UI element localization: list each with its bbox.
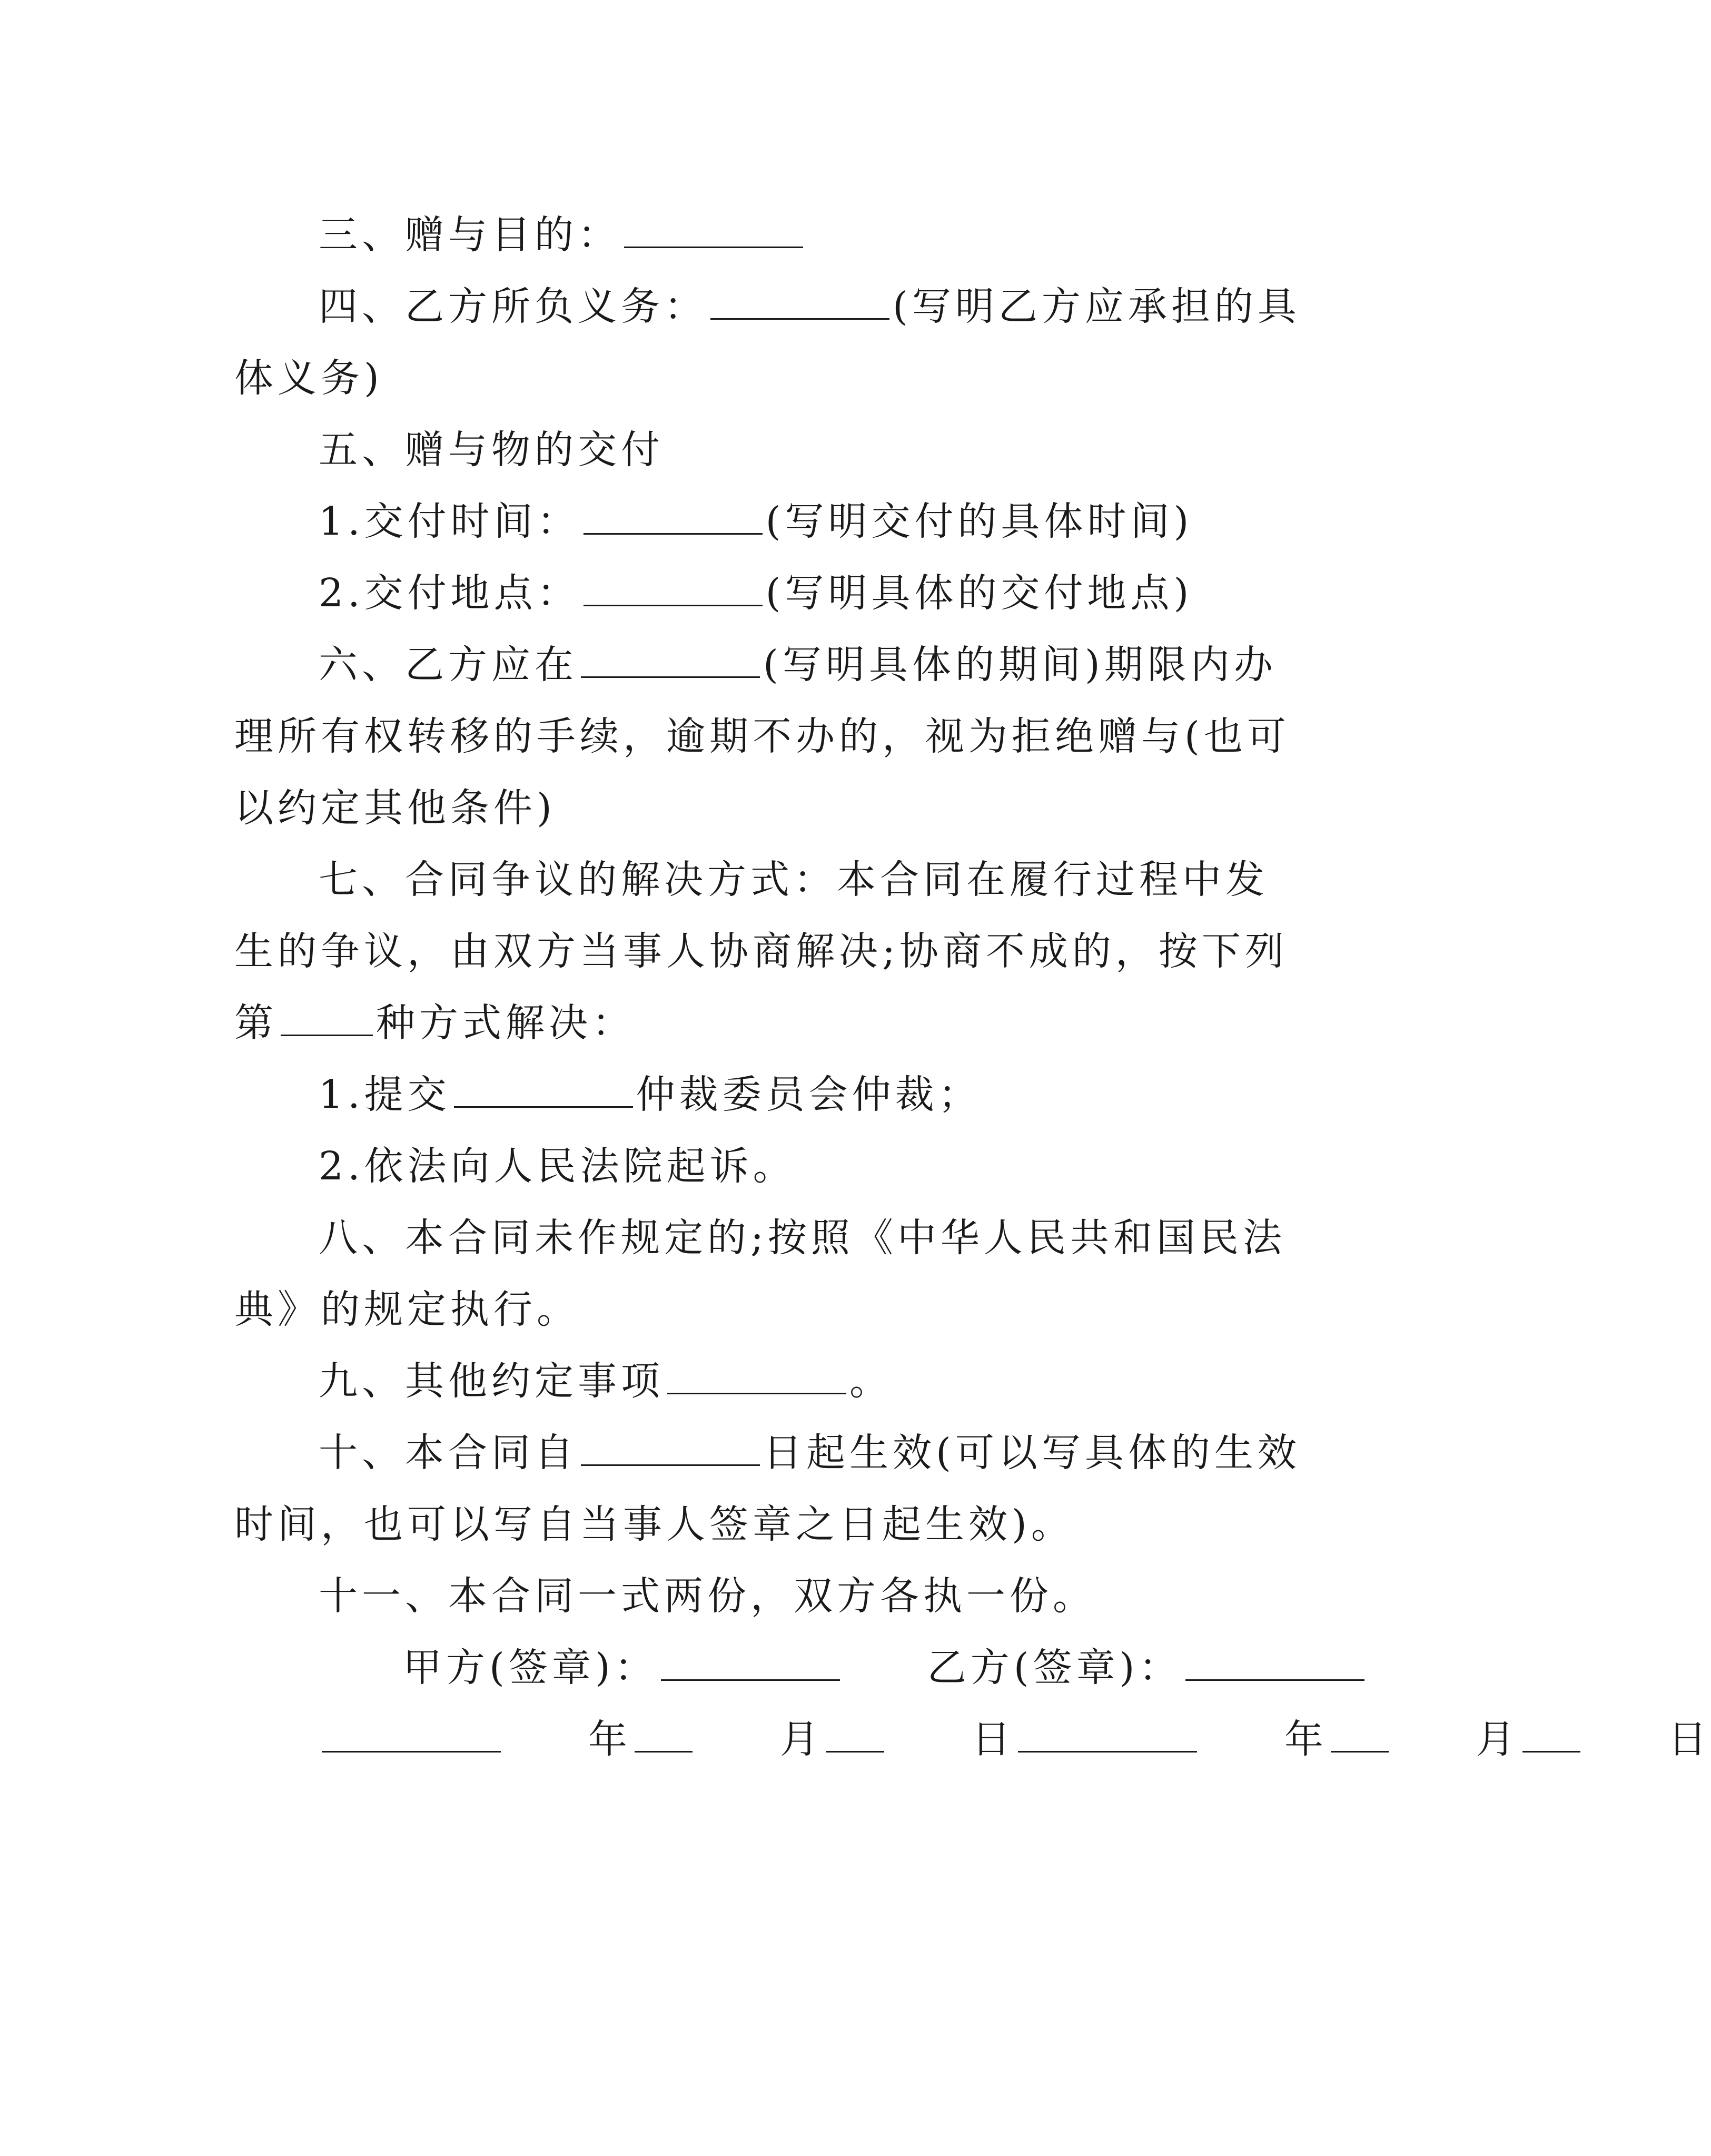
party-b-month-blank[interactable] [1331, 1718, 1389, 1753]
party-a-month-label: 月 [780, 1717, 823, 1762]
clause-5-heading: 五、赠与物的交付 [319, 427, 664, 472]
clause-4-note: (写明乙方应承担的具体义务) [234, 284, 1301, 401]
signature-row [234, 1632, 1303, 1704]
clause-6-rest: (写明具体的期间)期限内办理所有权转移的手续，逾期不办的，视为拒绝赠与(也可以约定其他条件) [234, 642, 1290, 831]
gift-purpose-blank[interactable] [624, 214, 803, 248]
delivery-time-note: (写明交付的具体时间) [765, 499, 1193, 544]
party-a-label: 甲方(签章)： [403, 1645, 658, 1690]
delivery-place-note: (写明具体的交付地点) [765, 570, 1193, 616]
clause-7-2: 2.依法向人民法院起诉。 [319, 1144, 796, 1189]
party-a-day-label: 日 [972, 1717, 1015, 1762]
effective-date-blank[interactable] [581, 1432, 760, 1466]
party-b-label: 乙方(签章)： [927, 1645, 1182, 1690]
delivery-place-blank[interactable] [583, 572, 763, 606]
clause-7-1 [234, 1059, 1303, 1130]
clause-4-label: 四、乙方所负义务： [319, 284, 707, 329]
party-a-year-label: 年 [588, 1717, 631, 1762]
clause-3 [234, 199, 1303, 271]
delivery-time-label: 1.交付时间： [319, 499, 580, 544]
party-b-year-blank[interactable] [1018, 1718, 1197, 1753]
clause-6-prefix: 六、乙方应在 [319, 642, 578, 687]
party-a-year-blank[interactable] [322, 1718, 501, 1753]
arbitration-suffix: 仲裁委员会仲裁； [636, 1072, 982, 1117]
clause-9 [234, 1345, 1303, 1417]
delivery-time-blank[interactable] [583, 500, 763, 535]
arbitration-committee-blank[interactable] [454, 1074, 633, 1108]
party-b-day-label: 日 [1668, 1717, 1711, 1762]
party-b-day-blank[interactable] [1522, 1718, 1580, 1753]
contract-body [234, 199, 1711, 1775]
clause-5-2 [234, 557, 1303, 629]
clause-7 [234, 844, 1303, 1059]
delivery-place-label: 2.交付地点： [319, 570, 580, 616]
party-a-signature-blank[interactable] [661, 1647, 840, 1681]
other-matters-blank[interactable] [667, 1360, 846, 1394]
party-b-year-label: 年 [1284, 1717, 1328, 1762]
party-b-obligation-blank[interactable] [710, 286, 889, 320]
clause-7-tail: 种方式解决： [376, 1000, 635, 1046]
clause-9-suffix: 。 [849, 1358, 893, 1404]
clause-8: 八、本合同未作规定的;按照《中华人民共和国民法典》的规定执行。 [234, 1215, 1286, 1332]
party-a-day-blank[interactable] [826, 1718, 884, 1753]
party-b-month-label: 月 [1476, 1717, 1519, 1762]
arbitration-prefix: 1.提交 [319, 1072, 451, 1117]
dispute-method-blank[interactable] [281, 1002, 373, 1036]
party-a-month-blank[interactable] [635, 1718, 693, 1753]
party-b-signature-blank[interactable] [1185, 1647, 1364, 1681]
clause-9-prefix: 九、其他约定事项 [319, 1358, 664, 1404]
clause-11: 十一、本合同一式两份，双方各执一份。 [319, 1573, 1096, 1619]
transfer-period-blank[interactable] [581, 644, 760, 678]
clause-7-text: 七、合同争议的解决方式：本合同在履行过程中发生的争议，由双方当事人协商解决;协商不成的，按下列第 [234, 857, 1288, 1046]
clause-10 [234, 1417, 1303, 1560]
clause-6 [234, 629, 1303, 844]
clause-4 [234, 271, 1303, 414]
date-row [234, 1704, 1711, 1775]
clause-10-prefix: 十、本合同自 [319, 1430, 578, 1475]
clause-3-label: 三、赠与目的： [319, 212, 621, 258]
clause-10-rest: 日起生效(可以写具体的生效时间，也可以写自当事人签章之日起生效)。 [234, 1430, 1301, 1547]
clause-5-1 [234, 486, 1303, 557]
